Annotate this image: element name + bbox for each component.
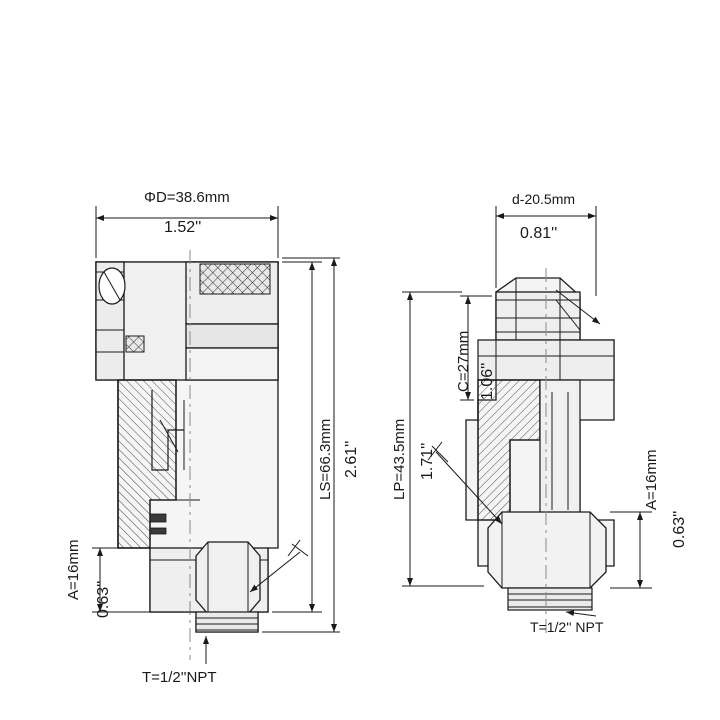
right-coupler-geometry — [466, 268, 614, 636]
right-hex-in-label: 0.63'' — [671, 510, 688, 548]
right-collar-in-label: 1.06'' — [479, 362, 496, 400]
right-thread-label: T=1/2'' NPT — [530, 619, 604, 635]
right-small-diameter-mm-label: d-20.5mm — [512, 191, 576, 207]
left-length-in-label: 2.61'' — [343, 440, 360, 478]
left-outer-diameter-in-label: 1.52'' — [164, 219, 202, 236]
right-collar-mm-label: C=27mm — [455, 330, 472, 392]
left-outer-diameter-mm-label: ΦD=38.6mm — [144, 189, 230, 206]
left-coupler-geometry — [96, 250, 278, 660]
left-length-mm-label: LS=66.3mm — [317, 418, 334, 500]
right-length-in-label: 1.71'' — [419, 442, 436, 480]
left-thread-label: T=1/2''NPT — [142, 669, 217, 686]
left-hex-in-label: 0.63'' — [95, 580, 112, 618]
right-small-diameter-in-label: 0.81'' — [520, 225, 558, 242]
right-length-mm-label: LP=43.5mm — [391, 418, 408, 500]
left-hex-mm-label: A=16mm — [65, 539, 82, 600]
right-hex-mm-label: A=16mm — [643, 449, 660, 510]
